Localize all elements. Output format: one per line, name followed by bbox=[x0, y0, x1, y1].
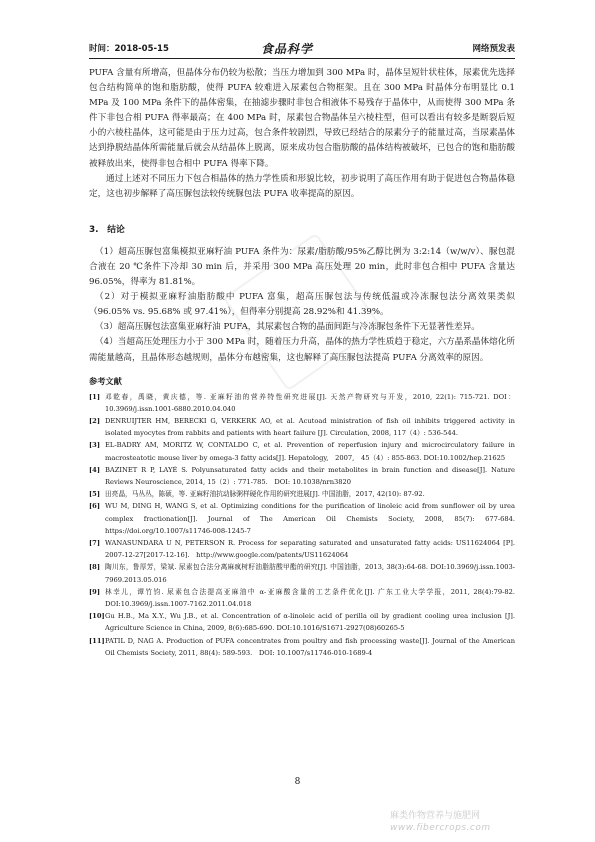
reference-item bbox=[89, 500, 515, 537]
site-watermark bbox=[390, 810, 491, 834]
reference-text: WU M, DING H, WANG S, et al. Optimizing conditions for the purification of linoleic acid from sunflower oil by urea complex fractionation[J]. Journal of The American Oil Chemists Society, 2008, 85(7): 677-684. https://doi.org/10.1007/s11746-008-1245-7 bbox=[105, 502, 515, 535]
running-header bbox=[89, 40, 515, 56]
reference-number: [7] bbox=[89, 539, 100, 548]
reference-item bbox=[89, 415, 515, 439]
main-content bbox=[89, 66, 515, 659]
reference-text: WANASUNDARA U N, PETERSON R. Process for separating saturated and unsaturated fatty acids: US11624064 [P]. 2007-12-27[2017-12-16]. http://www.google.com/patents/US11624064 bbox=[105, 539, 515, 560]
reference-number: [4] bbox=[89, 465, 100, 474]
section-label: 网络预发表 bbox=[472, 44, 515, 54]
reference-text: Gu H.B., Ma X.Y., Wu J.B., et al. Concentration of α-linoleic acid of perilla oil by gradient cooling urea inclusion [J]. Agriculture Science in China, 2009, 8(6):685-690. DOI:10.1016/S1671-2927(08)60265-5 bbox=[105, 612, 515, 633]
journal-name: 食品科学 bbox=[261, 42, 314, 56]
reference-number: [11] bbox=[89, 636, 105, 645]
reference-number: [9] bbox=[89, 587, 100, 596]
publication-date: 时间：2018-05-15 bbox=[89, 44, 169, 54]
conclusion-item-2: （2）对于模拟亚麻籽油脂肪酸中 PUFA 富集，超高压脲包法与传统低温或冷冻脲包法分离效果类似（96.05% vs. 95.68% 或 97.41%），但得率分别提高 28.92%和 41.39%。 bbox=[89, 292, 515, 318]
reference-number: [5] bbox=[89, 490, 100, 499]
reference-item bbox=[89, 464, 515, 488]
reference-item bbox=[89, 488, 515, 500]
references-heading: 参考文献 bbox=[89, 375, 122, 386]
watermark-cn: 麻类作物营养与施肥网 bbox=[390, 811, 481, 821]
reference-list bbox=[89, 391, 515, 659]
reference-item bbox=[89, 537, 515, 561]
reference-text: 陶川东，鲁厚芳，梁斌. 尿素包合法分离麻疯树籽油脂肪酸甲酯的研究[J]. 中国油脂，2013, 38(3):64-68. DOI:10.3969/j.issn.1003-7969.2013.05.016 bbox=[105, 563, 515, 584]
reference-number: [8] bbox=[89, 563, 100, 572]
reference-item bbox=[89, 391, 515, 415]
reference-number: [1] bbox=[89, 392, 100, 401]
reference-item bbox=[89, 610, 515, 634]
reference-text: DENRUIJTER HM, BERECKI G, VERKERK AO, et al. Acutoad ministration of fish oil inhibits triggered activity in isolated myocytes from rabbits and patients with heart failure [J]. Circulation, 2008, 117（4）: 536-544. bbox=[105, 417, 515, 438]
reference-number: [3] bbox=[89, 441, 100, 450]
body-paragraph-2: 通过上述对不同压力下包合相晶体的热力学性质和形貌比较，初步说明了高压作用有助于促进包合物晶体稳定，这也初步解释了高压脲包法较传统脲包法 PUFA 收率提高的原因。 bbox=[89, 173, 515, 199]
reference-item bbox=[89, 561, 515, 585]
reference-text: 林幸儿，谭竹钧. 尿素包合法提高亚麻油中 α-亚麻酸含量的工艺条件优化[J]. 广东工业大学学报，2011, 28(4):79-82. DOI:10.3969/j.issn.1007-7162.2011.04.018 bbox=[105, 587, 515, 609]
reference-text: BAZINET R P, LAYÉ S. Polyunsaturated fatty acids and their metabolites in brain function and disease[J]. Nature Reviews Neuroscience, 2014, 15（2）: 771-785. DOI: 10.1038/nrn3820 bbox=[105, 465, 515, 487]
page-number: 8 bbox=[294, 777, 301, 787]
reference-item bbox=[89, 586, 515, 610]
body-paragraph-1: PUFA 含量有所增高，但晶体分布仍较为松散；当压力增加到 300 MPa 时，晶体呈短针状柱体，尿素优先选择包合结构简单的饱和脂肪酸，使得 PUFA 较难进入尿素包合物框架。且在 300 MPa 时晶体分布明显比 0.1 MPa 及 100 MPa 条件下的晶体密集，在抽滤步骤时非包合相液体不易残存于晶体中，从而使得 300 MPa 条件下非包合相 PUFA 得率最高；在 400 MPa 时，尿素包合物晶体呈六棱柱型，但可以看出有较多是断裂后短小的六棱柱晶体，这可能是由于压力过高，包合条件较剧烈，导致已经结合的尿素分子的能量过高，当尿素晶体达到挣脱结晶体所需能量后就会从结晶体上脱离，原来成功包合脂肪酸的晶体结构被破坏，已包合的饱和脂肪酸被释放出来，使得非包合相中 PUFA 得率下降。 bbox=[89, 68, 515, 169]
reference-number: [6] bbox=[89, 502, 100, 511]
header-divider bbox=[89, 58, 515, 59]
conclusion-item-3: （3）超高压脲包法富集亚麻籽油 PUFA，其尿素包合物的晶面间距与冷冻脲包条件下无显著性差异。 bbox=[95, 322, 480, 333]
reference-item bbox=[89, 635, 515, 659]
reference-text: EL-BADRY AM, MORITZ W, CONTALDO C, et al. Prevention of reperfusion injury and microcirculatory failure in macrosteatotic mouse liver by omega-3 fatty acids[J]. Hepatology, 2007, 45（4）: 855-863. DOI:10.1002/hep.21625 bbox=[105, 441, 515, 462]
conclusion-heading: 3. 结论 bbox=[89, 224, 125, 235]
reference-text: PATIL D, NAG A. Production of PUFA concentrates from poultry and fish processing waste[J]. Journal of the American Oil Chemists Society, 2011, 88(4): 589-593. DOI: 10.1007/s11746-010-1689-4 bbox=[105, 636, 515, 657]
reference-item bbox=[89, 439, 515, 463]
conclusion-item-4: （4）当超高压处理压力小于 300 MPa 时，随着压力升高，晶体的热力学性质趋于稳定，六方晶系晶体熔化所需能量越高，且晶体形态越规则，晶体分布越密集，这也解释了高压脲包法提高 PUFA 分离效率的原因。 bbox=[89, 337, 515, 363]
reference-text: 田亮晶，马丛丛，陈硕，等. 亚麻籽油抗动脉粥样硬化作用的研究进展[J]. 中国油脂，2017, 42(10): 87-92. bbox=[105, 490, 425, 499]
reference-number: [2] bbox=[89, 417, 100, 425]
conclusion-item-1: （1）超高压脲包富集模拟亚麻籽油 PUFA 条件为：尿素/脂肪酸/95%乙醇比例为 3:2:14（w/w/v）、脲包混合液在 20 ℃条件下冷却 30 min 后，并采用 300 MPa 高压处理 20 min，此时非包合相中 PUFA 含量达 96.05%，得率为 81.81%。 bbox=[89, 246, 515, 288]
watermark-url: www.fibercrops.com bbox=[390, 823, 491, 833]
reference-text: 邓乾春，禹晓，黄庆德，等. 亚麻籽油的营养特性研究进展[J]. 天然产物研究与开发，2010, 22(1): 715-721. DOI：10.3969/j.issn.1001-6880.2010.04.040 bbox=[105, 392, 515, 413]
reference-number: [10] bbox=[89, 612, 105, 621]
